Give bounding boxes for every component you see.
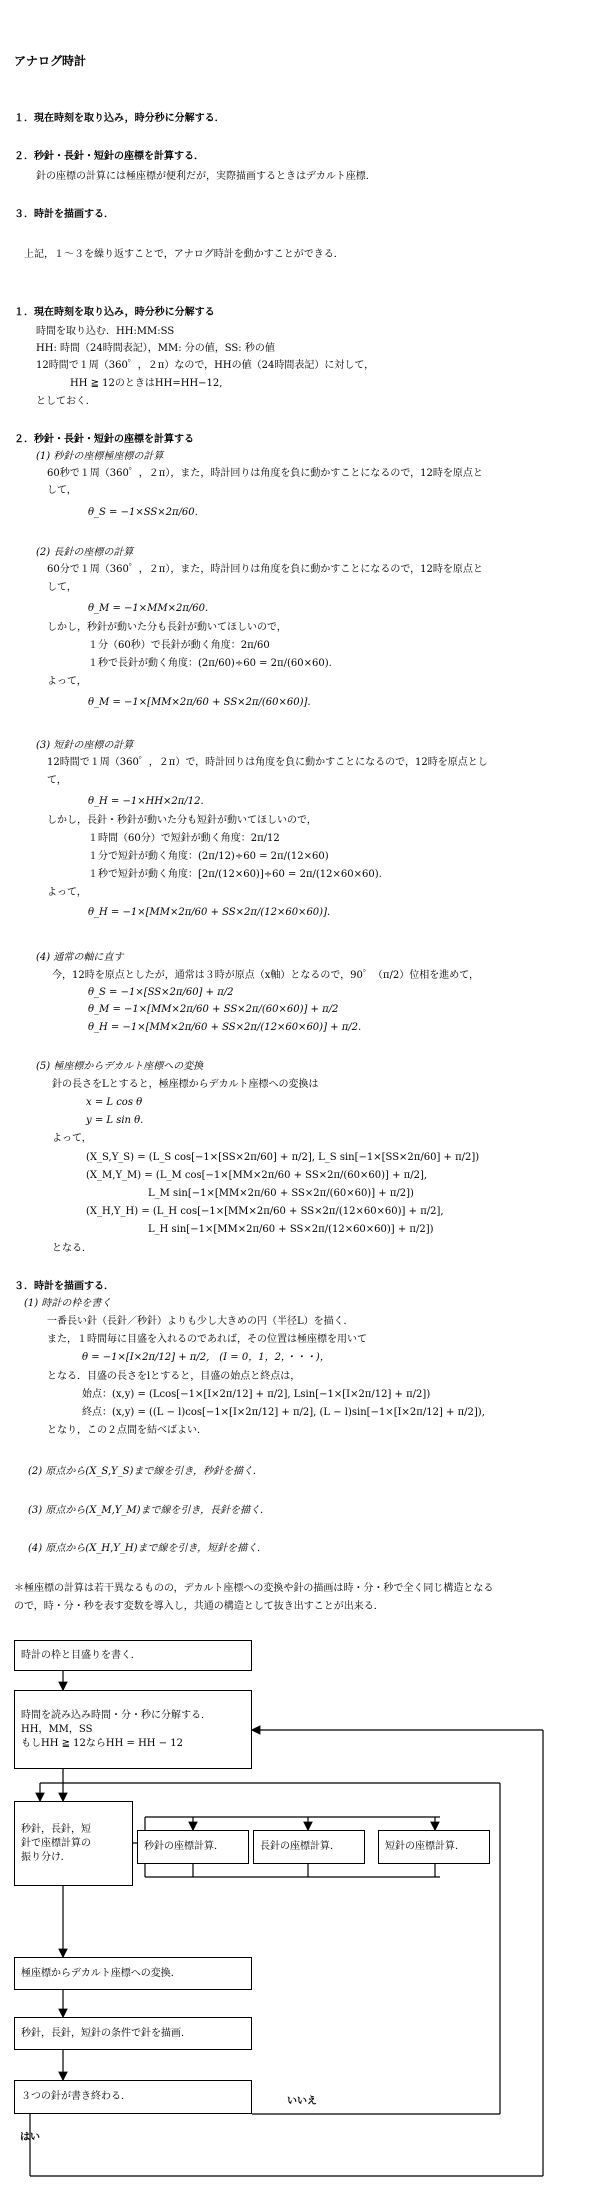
- s2-p5-formula: (X_H,Y_H) = (L_H cos[−1×[MM×2π/60 + SS×2π/(12×60×60)] + π/2],: [86, 1206, 444, 1217]
- s2-p3-line: １分で短針が動く角度：(2π/12)÷60 = 2π/(12×60): [88, 851, 329, 862]
- s1-line-3: 12時間で１周（360゜，２π）なので，HHの値（24時間表記）に対して，: [36, 360, 375, 371]
- s3-p2: (2) 原点から(X_S,Y_S)まで線を引き，秒針を描く．: [28, 1466, 263, 1477]
- s2-p1-heading: (1) 秒針の座標極座標の計算: [36, 451, 164, 462]
- flow-box-label: 極座標からデカルト座標への変換．: [21, 1967, 181, 1979]
- s2-p3-formula: θ_H = −1×[MM×2π/60 + SS×2π/(12×60×60)].: [88, 907, 331, 918]
- overview-step-2-note: 針の座標の計算には極座標が便利だが，実際描画するときはデカルト座標．: [36, 171, 376, 182]
- s2-p3-line: しかし，長針・秒針が動いた分も短針が動いてほしいので，: [47, 815, 317, 826]
- overview-step-3: ３．時計を描画する．: [14, 209, 114, 220]
- s2-p5-formula: L_H sin[−1×[MM×2π/60 + SS×2π/(12×60×60)] + π/2]): [148, 1224, 434, 1235]
- page-title: アナログ時計: [14, 54, 87, 68]
- s3-p4: (4) 原点から(X_H,Y_H)まで線を引き，短針を描く．: [28, 1543, 267, 1554]
- flow-box-done-check: [14, 2080, 252, 2114]
- s2-p2-line: よって，: [47, 676, 87, 687]
- flow-label-yes: はい: [20, 2132, 40, 2143]
- flow-box-label: 時間を読み込み時間・分・秒に分解する． HH，MM，SS もしHH ≧ 12ならHH = HH − 12: [21, 1709, 211, 1749]
- s2-p1-formula: θ_S = −1×SS×2π/60.: [88, 507, 198, 518]
- s2-p5-heading: (5) 極座標からデカルト座標への変換: [36, 1061, 204, 1072]
- s2-p2-line: して，: [47, 582, 77, 593]
- flow-label-no: いいえ: [287, 2096, 317, 2107]
- s3-p1-line: となり，この２点間を結べばよい．: [47, 1425, 207, 1436]
- note-line-2: ので，時・分・秒を表す変数を導入し，共通の構造として抜き出すことが出来る．: [14, 1601, 384, 1612]
- s2-p3-heading: (3) 短針の座標の計算: [36, 740, 134, 751]
- flow-box-label: 長針の座標計算．: [260, 1841, 340, 1852]
- flow-box-label: 秒針の座標計算．: [144, 1841, 224, 1852]
- s2-p5-line: よって，: [52, 1133, 92, 1144]
- s2-p2-line: １秒で長針が動く角度：(2π/60)÷60 = 2π/(60×60).: [88, 658, 332, 669]
- s3-p1-line: また，１時間毎に目盛を入れるのであれば，その位置は極座標を用いて: [47, 1334, 367, 1345]
- section-3-heading: ３．時計を描画する．: [14, 1281, 114, 1292]
- flow-box-label: ３つの針が書き終わる．: [21, 2091, 131, 2102]
- s2-p2-heading: (2) 長針の座標の計算: [36, 547, 134, 558]
- s3-p1-formula: 始点：(x,y) = (Lcos[−1×[I×2π/12] + π/2], Lsin[−1×[I×2π/12] + π/2]): [82, 1389, 431, 1400]
- s1-line-5: としておく．: [36, 396, 96, 407]
- s2-p2-line: 60分で１周（360゜，２π），また，時計回りは角度を負に動かすことになるので，12時を原点と: [47, 564, 483, 575]
- s2-p4-formula: θ_H = −1×[MM×2π/60 + SS×2π/(12×60×60)] + π/2.: [88, 1022, 362, 1033]
- overview-step-2: ２．秒針・長針・短針の座標を計算する．: [14, 151, 204, 162]
- s2-p3-line: 12時間で１周（360゜，２π）で，時計回りは角度を負に動かすことになるので，12時を原点とし: [47, 757, 488, 768]
- s2-p5-formula: (X_M,Y_M) = (L_M cos[−1×[MM×2π/60 + SS×2π/(60×60)] + π/2],: [86, 1170, 428, 1181]
- s1-line-4: HH ≧ 12のときはHH=HH−12,: [70, 378, 223, 389]
- overview-summary: 上記，１～３を繰り返すことで，アナログ時計を動かすことができる．: [24, 249, 344, 260]
- flow-box-dispatch: [14, 1801, 133, 1886]
- s1-line-1: 時間を取り込む．HH:MM:SS: [36, 326, 175, 337]
- s2-p2-formula: θ_M = −1×MM×2π/60.: [88, 603, 209, 614]
- s2-p4-formula: θ_S = −1×[SS×2π/60] + π/2: [88, 987, 234, 998]
- flow-box-label: 秒針，長針，短針の条件で針を描画．: [21, 2027, 191, 2039]
- s2-p5-formula: L_M sin[−1×[MM×2π/60 + SS×2π/(60×60)] + π/2]): [148, 1188, 414, 1199]
- overview-step-1: １．現在時刻を取り込み，時分秒に分解する．: [14, 113, 225, 124]
- flow-box-read-time: [14, 1690, 252, 1769]
- s2-p2-formula: θ_M = −1×[MM×2π/60 + SS×2π/(60×60)].: [88, 697, 311, 708]
- s2-p2-line: １分（60秒）で長針が動く角度：2π/60: [88, 640, 270, 651]
- s2-p5-formula: x = L cos θ: [86, 1097, 143, 1108]
- s3-p1-line: 一番長い針（長針／秒針）よりも少し大きめの円（半径L）を描く．: [47, 1316, 354, 1327]
- s1-line-2: HH: 時間（24時間表記），MM: 分の値，SS: 秒の値: [36, 343, 275, 354]
- s3-p1-formula: 終点：(x,y) = ((L − l)cos[−1×[I×2π/12] + π/2], (L − l)sin[−1×[I×2π/12] + π/2]),: [82, 1407, 485, 1418]
- s2-p4-line: 今，12時を原点としたが，通常は３時が原点（x軸）となるので，90゜（π/2）位相を進めて，: [52, 970, 479, 981]
- note-line-1: ＊極座標の計算は若干異なるものの，デカルト座標への変換や針の描画は時・分・秒で全く同じ構造となる: [14, 1583, 494, 1594]
- s2-p1-line: 60秒で１周（360゜，２π），また，時計回りは角度を負に動かすことになるので，12時を原点と: [47, 468, 483, 479]
- flow-box-minute-calc: [253, 1830, 365, 1864]
- s2-p3-formula: θ_H = −1×HH×2π/12.: [88, 796, 204, 807]
- flow-box-label: 短針の座標計算．: [385, 1841, 465, 1852]
- flow-box-hour-calc: [378, 1830, 490, 1864]
- flow-box-draw-frame: [14, 1640, 252, 1671]
- s2-p5-formula: (X_S,Y_S) = (L_S cos[−1×[SS×2π/60] + π/2], L_S sin[−1×[SS×2π/60] + π/2]): [86, 1152, 480, 1163]
- flow-box-label: 秒針，長針，短 針で座標計算の 振り分け．: [21, 1823, 91, 1863]
- section-1-heading: １．現在時刻を取り込み，時分秒に分解する: [14, 307, 215, 318]
- s2-p3-line: よって，: [47, 887, 87, 898]
- s2-p3-line: １時間（60分）で短針が動く角度：2π/12: [88, 833, 280, 844]
- s3-p1-heading: (1) 時計の枠を書く: [24, 1298, 112, 1309]
- s3-p3: (3) 原点から(X_M,Y_M)まで線を引き，長針を描く．: [28, 1505, 270, 1516]
- flow-box-second-calc: [137, 1830, 249, 1864]
- s2-p5-line: となる．: [52, 1243, 92, 1254]
- s2-p2-line: しかし，秒針が動いた分も長針が動いてほしいので，: [47, 622, 287, 633]
- s2-p1-line: して，: [47, 485, 77, 496]
- s2-p4-formula: θ_M = −1×[MM×2π/60 + SS×2π/(60×60)] + π/2: [88, 1004, 339, 1015]
- flow-box-convert: [14, 1957, 252, 1990]
- s3-p1-line: となる．目盛の長さをlとすると，目盛の始点と終点は，: [47, 1371, 301, 1382]
- s2-p3-line: て，: [47, 775, 67, 786]
- s2-p3-line: １秒で短針が動く角度：[2π/(12×60)]÷60 = 2π/(12×60×60).: [88, 869, 382, 880]
- s3-p1-formula: θ = −1×[I×2π/12] + π/2, (I = 0，1，2，・・・)，: [82, 1352, 330, 1363]
- s2-p5-line: 針の長さをLとすると，極座標からデカルト座標への変換は: [52, 1079, 319, 1090]
- s2-p5-formula: y = L sin θ.: [86, 1115, 144, 1126]
- flow-box-draw-hands: [14, 2017, 252, 2050]
- section-2-heading: ２．秒針・長針・短針の座標を計算する: [14, 434, 194, 445]
- s2-p4-heading: (4) 通常の軸に直す: [36, 952, 124, 963]
- flow-box-label: 時計の枠と目盛りを書く．: [21, 1649, 141, 1661]
